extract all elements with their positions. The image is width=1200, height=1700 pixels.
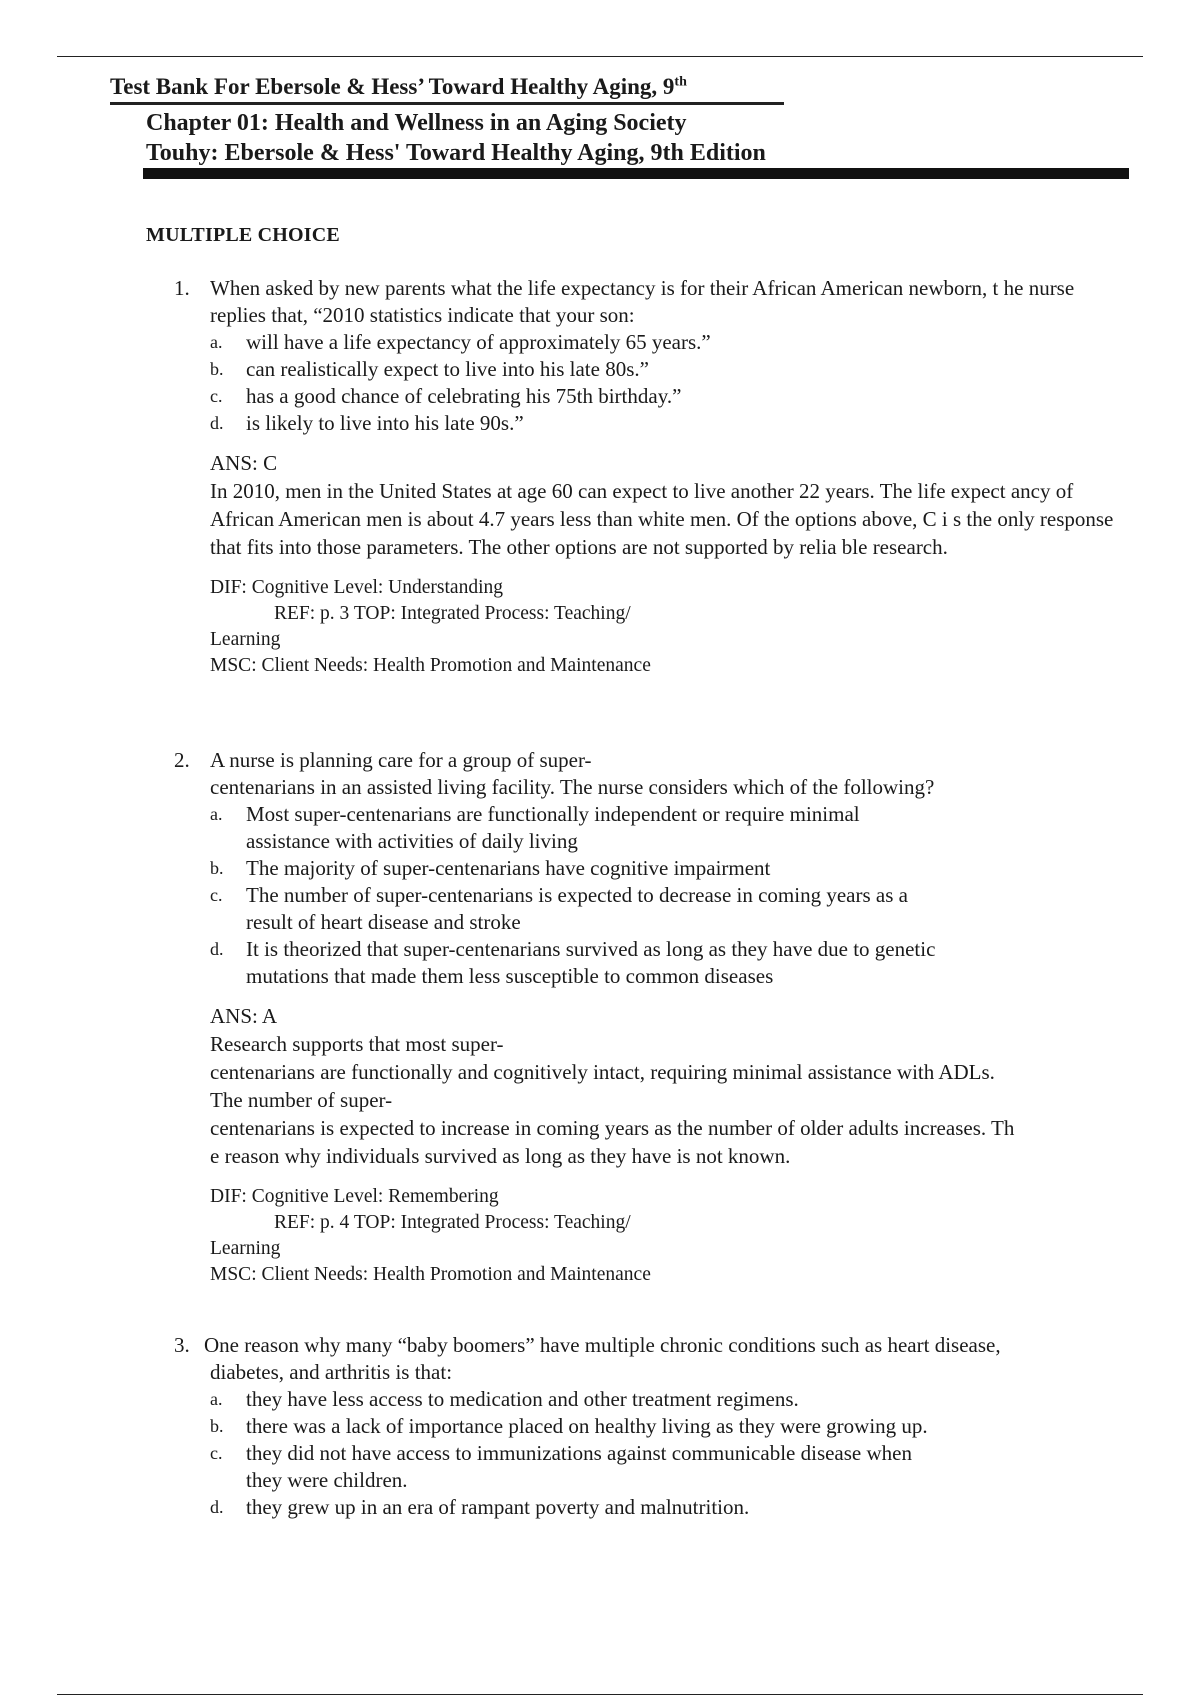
option-c: c. The number of super-centenarians is expected to decrease in coming years as a result of heart disease and stroke <box>210 883 908 934</box>
option-c: c. has a good chance of celebrating his 75th birthday.” <box>210 384 682 408</box>
question-2 <box>170 747 1130 1288</box>
option-b: b. there was a lack of importance placed on healthy living as they were growing up. <box>210 1414 928 1438</box>
answer-options <box>170 329 1130 437</box>
option-b: b. The majority of super-centenarians have cognitive impairment <box>210 856 771 880</box>
question-metadata <box>170 1184 1130 1288</box>
question-stem: 2. A nurse is planning care for a group of super- centenarians in an assisted living facility. The nurse considers which of the following? <box>174 748 935 799</box>
option-b: b. can realistically expect to live into his late 80s.” <box>210 357 649 381</box>
answer-options <box>170 1386 1130 1521</box>
question-number: 3. <box>174 1333 190 1357</box>
question-1 <box>170 275 1130 679</box>
answer-key: ANS: C <box>210 451 278 475</box>
document-title: Test Bank For Ebersole & Hess’ Toward Healthy Aging, 9th <box>110 72 784 105</box>
section-heading: MULTIPLE CHOICE <box>146 224 340 246</box>
option-d: d. is likely to live into his late 90s.” <box>210 411 524 435</box>
rationale: In 2010, men in the United States at age 60 can expect to live another 22 years. The life expect ancy of African American men is about 4.7 years less than white men. Of the options above, C i s the only response that fits into those parameters. The other options are not supported by relia ble research. <box>210 479 1114 559</box>
option-c: c. they did not have access to immunizations against communicable disease when they were children. <box>210 1441 912 1492</box>
header-divider <box>143 168 1129 179</box>
top-rule <box>57 56 1143 57</box>
topic-continuation: Learning <box>210 1238 281 1259</box>
question-number: 2. <box>174 748 190 772</box>
question-number: 1. <box>174 276 190 300</box>
reference: REF: p. 3 TOP: Integrated Process: Teaching/ <box>274 603 631 624</box>
bottom-rule <box>57 1694 1143 1695</box>
option-a: a. Most super-centenarians are functionally independent or require minimal assistance with activities of daily living <box>210 802 860 853</box>
edition-title: Touhy: Ebersole & Hess' Toward Healthy Aging, 9th Edition <box>146 140 766 166</box>
difficulty: DIF: Cognitive Level: Remembering <box>210 1186 499 1207</box>
option-d: d. It is theorized that super-centenarians survived as long as they have due to genetic mutations that made them less susceptible to common diseases <box>210 937 936 988</box>
reference: REF: p. 4 TOP: Integrated Process: Teaching/ <box>274 1212 631 1233</box>
answer-key: ANS: A <box>210 1004 278 1028</box>
msc: MSC: Client Needs: Health Promotion and Maintenance <box>210 655 651 676</box>
chapter-title: Chapter 01: Health and Wellness in an Aging Society <box>146 110 687 136</box>
question-stem: 3. One reason why many “baby boomers” have multiple chronic conditions such as heart disease, diabetes, and arthritis is that: <box>174 1333 1001 1384</box>
option-d: d. they grew up in an era of rampant poverty and malnutrition. <box>210 1495 750 1519</box>
question-stem: 1. When asked by new parents what the life expectancy is for their African American newborn, t he nurse replies that, “2010 statistics indicate that your son: <box>174 276 1075 327</box>
question-3 <box>170 1332 1130 1521</box>
msc: MSC: Client Needs: Health Promotion and Maintenance <box>210 1264 651 1285</box>
question-metadata <box>170 575 1130 679</box>
option-a: a. will have a life expectancy of approximately 65 years.” <box>210 330 711 354</box>
option-a: a. they have less access to medication and other treatment regimens. <box>210 1387 799 1411</box>
rationale: Research supports that most super- centenarians are functionally and cognitively intact, requiring minimal assistance with ADLs. The number of super- centenarians is expected to increase in coming years as the number of older adults increases. Th e reason why individuals survived as long as they have is not known. <box>210 1032 1015 1168</box>
answer-options <box>170 801 1130 990</box>
topic-continuation: Learning <box>210 629 281 650</box>
difficulty: DIF: Cognitive Level: Understanding <box>210 577 503 598</box>
